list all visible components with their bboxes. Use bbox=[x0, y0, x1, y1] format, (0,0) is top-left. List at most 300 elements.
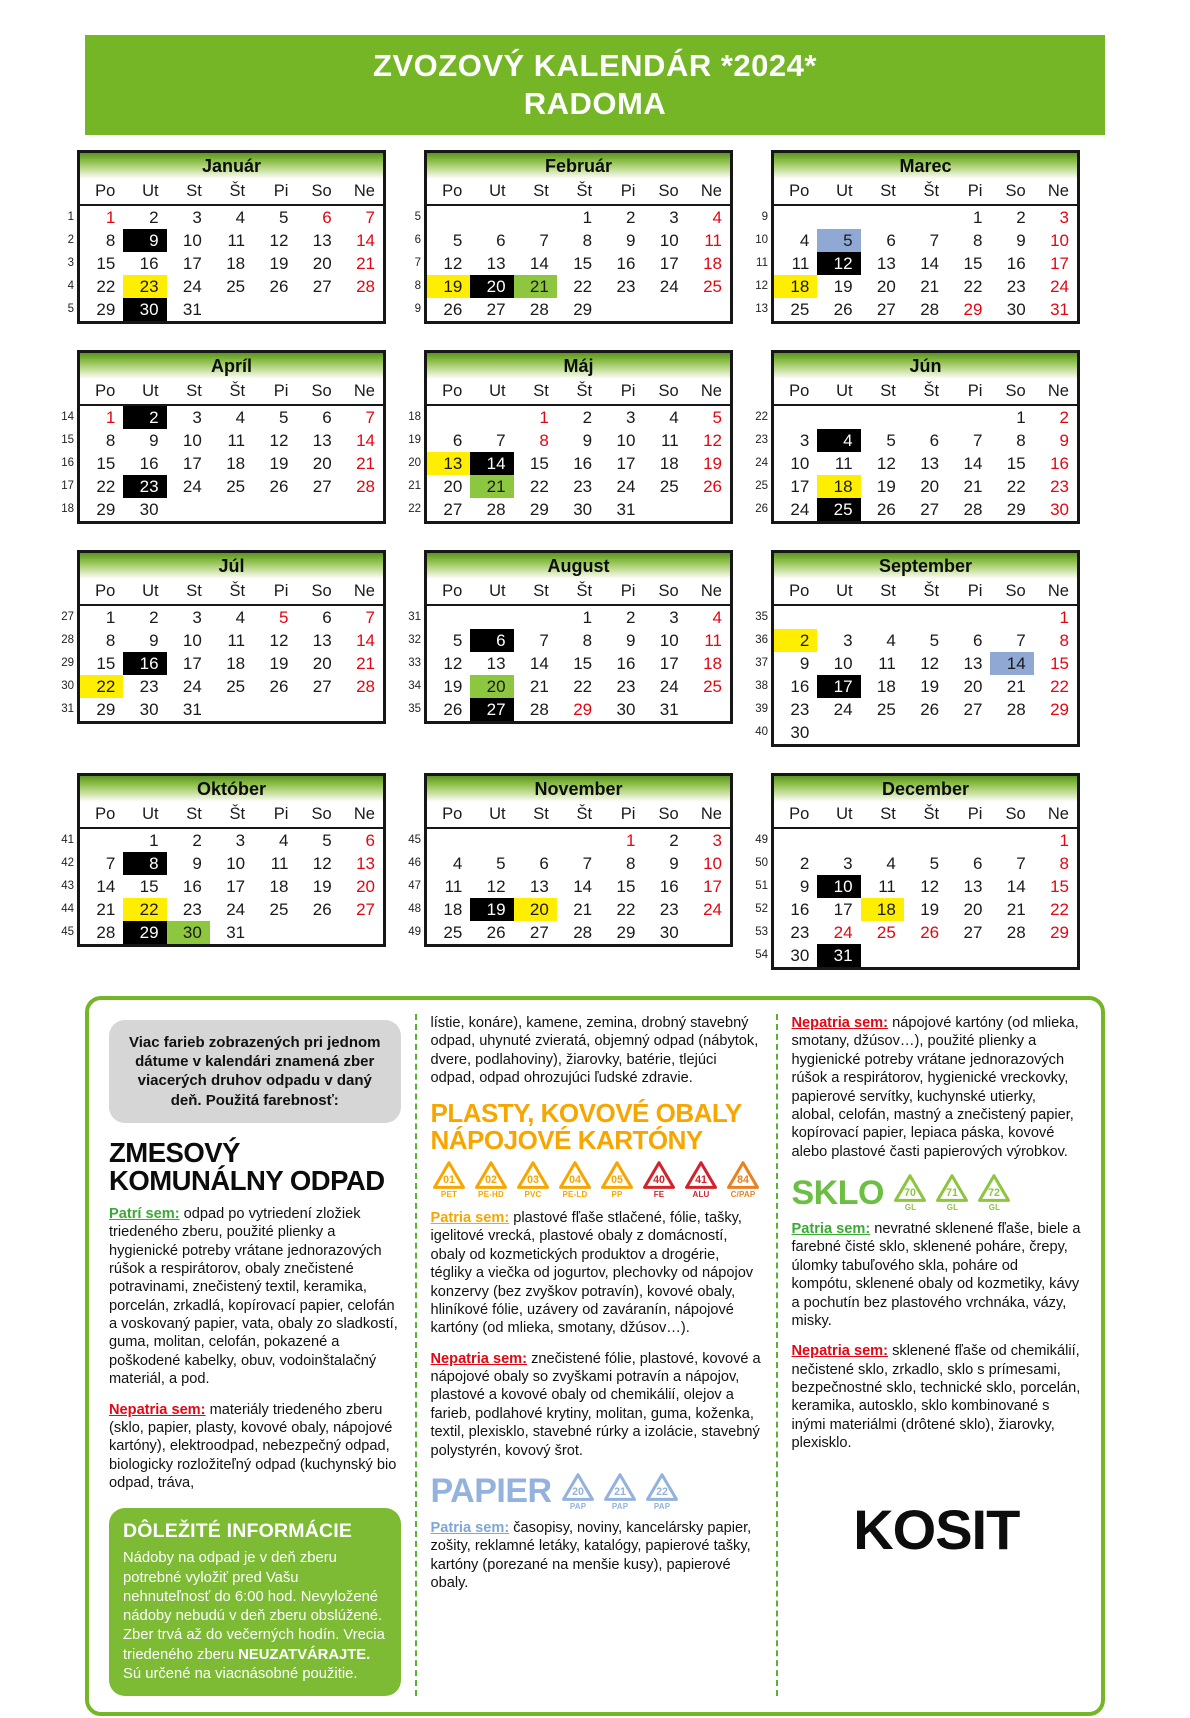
day-cell: 28 bbox=[486, 500, 506, 519]
day-cell: 3 bbox=[192, 208, 202, 227]
week-number: 20 bbox=[408, 457, 421, 469]
day-cell: 11 bbox=[704, 231, 722, 250]
week-number: 7 bbox=[414, 257, 421, 269]
day-cell: 19 bbox=[920, 900, 940, 919]
weekday-header: Pi bbox=[967, 382, 983, 400]
day-cell: 3 bbox=[843, 854, 853, 873]
weekday-header: Pi bbox=[273, 805, 289, 823]
weekday-header: St bbox=[533, 805, 549, 823]
week-row bbox=[427, 498, 730, 521]
weekday-header: Pi bbox=[620, 182, 636, 200]
day-cell: 29 bbox=[1050, 700, 1069, 719]
weekday-header: So bbox=[1005, 182, 1026, 200]
day-cell: 9 bbox=[149, 431, 159, 450]
week-row bbox=[774, 921, 1077, 944]
day-cell: 25 bbox=[817, 498, 860, 521]
day-cell: 25 bbox=[659, 477, 679, 496]
day-cell: 24 bbox=[182, 277, 202, 296]
day-cell: 7 bbox=[1016, 854, 1026, 873]
day-cell: 4 bbox=[886, 631, 896, 650]
not-belongs-label: Nepatria sem: bbox=[109, 1401, 206, 1418]
day-cell bbox=[296, 298, 339, 321]
day-cell: 1 bbox=[1059, 831, 1069, 850]
day-cell: 3 bbox=[712, 831, 722, 850]
day-cell: 21 bbox=[356, 454, 375, 473]
weekday-header: Št bbox=[923, 805, 940, 823]
day-cell: 8 bbox=[1016, 431, 1026, 450]
day-cell: 14 bbox=[356, 631, 375, 650]
weekday-header: Pi bbox=[273, 582, 289, 600]
day-cell: 5 bbox=[322, 831, 332, 850]
week-row bbox=[427, 629, 730, 652]
day-cell bbox=[296, 498, 339, 521]
week-row bbox=[774, 829, 1077, 852]
months-grid bbox=[56, 150, 1190, 970]
weekday-header: Št bbox=[923, 382, 940, 400]
week-number: 15 bbox=[61, 434, 74, 446]
day-cell: 13 bbox=[312, 231, 332, 250]
month-april bbox=[56, 350, 386, 524]
weekday-header: Po bbox=[789, 582, 810, 600]
month-oktober bbox=[56, 773, 386, 970]
week-row bbox=[774, 298, 1077, 321]
day-cell: 4 bbox=[886, 854, 896, 873]
day-cell: 14 bbox=[529, 654, 549, 673]
weekday-header: Pi bbox=[967, 582, 983, 600]
weekday-header: So bbox=[311, 182, 332, 200]
week-row bbox=[80, 629, 383, 652]
day-cell: 22 bbox=[1050, 900, 1069, 919]
week-row bbox=[80, 429, 383, 452]
day-cell: 26 bbox=[443, 300, 463, 319]
day-cell: 14 bbox=[470, 452, 513, 475]
day-cell: 26 bbox=[269, 277, 289, 296]
day-cell bbox=[904, 206, 947, 229]
day-cell: 22 bbox=[80, 675, 123, 698]
day-cell: 17 bbox=[659, 654, 679, 673]
day-cell: 10 bbox=[833, 654, 853, 673]
weekday-header: Pi bbox=[967, 182, 983, 200]
day-cell: 28 bbox=[529, 300, 549, 319]
month-table bbox=[77, 773, 386, 947]
day-cell: 11 bbox=[878, 877, 896, 896]
day-cell: 6 bbox=[322, 408, 332, 427]
day-cell: 22 bbox=[963, 277, 983, 296]
day-cell: 21 bbox=[356, 254, 375, 273]
weekday-header: Pi bbox=[273, 182, 289, 200]
day-cell bbox=[340, 298, 383, 321]
weekday-header: Po bbox=[442, 805, 463, 823]
day-cell: 29 bbox=[616, 923, 636, 942]
month-jun bbox=[750, 350, 1080, 524]
day-cell: 16 bbox=[573, 454, 593, 473]
day-cell bbox=[817, 829, 860, 852]
day-cell bbox=[774, 206, 817, 229]
week-row bbox=[427, 475, 730, 498]
weekday-header: Ut bbox=[836, 805, 853, 823]
day-cell bbox=[470, 606, 513, 629]
day-cell: 18 bbox=[269, 877, 289, 896]
day-cell: 7 bbox=[365, 208, 375, 227]
weekday-header: Št bbox=[576, 182, 593, 200]
day-cell bbox=[470, 829, 513, 852]
day-cell: 19 bbox=[269, 254, 289, 273]
day-cell: 14 bbox=[573, 877, 593, 896]
day-cell: 29 bbox=[123, 921, 166, 944]
day-cell: 1 bbox=[105, 208, 116, 227]
day-cell: 19 bbox=[470, 898, 513, 921]
day-cell bbox=[210, 498, 253, 521]
weekday-header: Ut bbox=[142, 805, 159, 823]
week-number: 30 bbox=[61, 680, 74, 692]
day-cell: 14 bbox=[990, 652, 1033, 675]
week-row bbox=[774, 452, 1077, 475]
day-cell: 6 bbox=[470, 629, 513, 652]
week-row bbox=[80, 298, 383, 321]
month-table bbox=[77, 150, 386, 324]
week-numbers bbox=[403, 773, 424, 944]
day-cell: 21 bbox=[920, 277, 940, 296]
day-cell: 2 bbox=[1016, 208, 1026, 227]
day-cell: 18 bbox=[703, 654, 722, 673]
weekday-header: Št bbox=[923, 182, 940, 200]
day-cell: 5 bbox=[929, 631, 940, 650]
day-cell bbox=[947, 606, 990, 629]
weekday-header: Št bbox=[229, 382, 246, 400]
day-cell: 2 bbox=[669, 831, 679, 850]
day-cell: 13 bbox=[312, 431, 332, 450]
recycling-symbol-21-pap: 21 PAP bbox=[602, 1472, 639, 1511]
svg-text:05: 05 bbox=[611, 1174, 623, 1187]
svg-text:72: 72 bbox=[988, 1187, 1001, 1200]
day-cell: 10 bbox=[1050, 231, 1069, 250]
week-row bbox=[80, 452, 383, 475]
day-cell: 19 bbox=[876, 477, 896, 496]
day-cell: 15 bbox=[139, 877, 159, 896]
day-cell: 17 bbox=[182, 454, 202, 473]
weekday-header: Ut bbox=[489, 382, 506, 400]
weekday-header-row bbox=[80, 802, 383, 829]
weekday-header: Ut bbox=[142, 382, 159, 400]
day-cell: 31 bbox=[817, 944, 860, 967]
week-row bbox=[80, 275, 383, 298]
day-cell: 23 bbox=[1006, 277, 1026, 296]
day-cell bbox=[296, 921, 339, 944]
weekday-header: Ut bbox=[489, 805, 506, 823]
day-cell: 9 bbox=[625, 631, 636, 650]
week-row bbox=[774, 721, 1077, 744]
week-number: 3 bbox=[67, 257, 74, 269]
day-cell: 6 bbox=[886, 231, 896, 250]
day-cell: 22 bbox=[573, 677, 593, 696]
weekday-header: Pi bbox=[620, 382, 636, 400]
weekday-header: Ut bbox=[142, 182, 159, 200]
month-august bbox=[403, 550, 733, 747]
day-cell: 23 bbox=[139, 677, 159, 696]
day-cell bbox=[80, 829, 123, 852]
svg-text:21: 21 bbox=[614, 1486, 626, 1499]
month-name: September bbox=[774, 553, 1077, 579]
month-name: Marec bbox=[774, 153, 1077, 179]
day-cell: 24 bbox=[226, 900, 246, 919]
week-numbers bbox=[403, 150, 424, 321]
day-cell: 18 bbox=[443, 900, 463, 919]
day-cell: 16 bbox=[659, 877, 679, 896]
day-cell bbox=[470, 206, 513, 229]
week-number: 9 bbox=[414, 303, 421, 315]
week-number: 23 bbox=[755, 434, 768, 446]
day-cell: 5 bbox=[278, 408, 289, 427]
month-table bbox=[771, 773, 1080, 970]
week-row bbox=[774, 629, 1077, 652]
weekday-header: Pi bbox=[620, 805, 636, 823]
weekday-header: Št bbox=[923, 582, 940, 600]
weekday-header: Ne bbox=[353, 182, 375, 200]
section-title-paper: PAPIER 20 PAP 21 PAP 22 PAP bbox=[431, 1472, 762, 1511]
week-row bbox=[80, 852, 383, 875]
column-paper-glass bbox=[776, 1014, 1096, 1696]
day-cell: 15 bbox=[1050, 654, 1069, 673]
mixed-not-belongs-paragraph bbox=[109, 1401, 401, 1493]
recycling-symbol-70-gl: 70 GL bbox=[892, 1173, 929, 1212]
day-cell: 22 bbox=[529, 477, 549, 496]
day-cell: 7 bbox=[582, 854, 593, 873]
day-cell: 23 bbox=[790, 923, 810, 942]
day-cell: 29 bbox=[529, 500, 549, 519]
day-cell bbox=[296, 698, 339, 721]
weekday-header: Št bbox=[576, 382, 593, 400]
recycling-symbol-04-pe-ld: 04 PE-LD bbox=[557, 1160, 594, 1199]
week-number: 42 bbox=[61, 857, 74, 869]
month-name: Máj bbox=[427, 353, 730, 379]
week-row bbox=[80, 229, 383, 252]
day-cell: 3 bbox=[235, 831, 246, 850]
weekday-header: Št bbox=[229, 582, 246, 600]
week-number: 24 bbox=[755, 457, 768, 469]
week-number: 10 bbox=[755, 234, 768, 246]
week-row bbox=[80, 406, 383, 429]
day-cell: 16 bbox=[182, 877, 202, 896]
recycling-symbol-02-pe-hd: 02 PE-HD bbox=[473, 1160, 510, 1199]
day-cell: 2 bbox=[149, 208, 159, 227]
recycling-symbol-41-alu: 41 ALU bbox=[683, 1160, 720, 1199]
day-cell: 3 bbox=[843, 631, 853, 650]
month-name: Október bbox=[80, 776, 383, 802]
weekday-header: St bbox=[533, 182, 549, 200]
week-numbers bbox=[403, 350, 424, 521]
weekday-header: St bbox=[186, 182, 202, 200]
svg-text:22: 22 bbox=[656, 1486, 668, 1499]
weekday-header: St bbox=[533, 582, 549, 600]
day-cell: 27 bbox=[443, 500, 463, 519]
recycle-triangle-icon bbox=[561, 1472, 595, 1503]
day-cell bbox=[514, 606, 557, 629]
belongs-text: odpad po vytriedení zložiek triedeného zberu, použité plienky a hygienické potreby vrátane jednorazových rúšok a respirátorov, obaly znečistené potravinami, znečistený textil, keramika, porcelán, zrkadlá, kopírovací papier, celofán a voskovaný papier, vata, obaly zo sladkostí, guma, molitan, celofán, pokazené a poškodené kabelky, obuv, vodoinštalačný materiál, a pod. bbox=[109, 1205, 398, 1388]
plastics-belongs-paragraph: Patria sem: plastové fľaše stlačené, fólie, tašky, igelitové vrecká, plastové obaly z domácností, obaly od kozmetických produktov a drogérie, tégliky a viečka od jogurtov, plechovky od nápojov konzervy (bez zvyškov potravín), kovové obaly, hliníkové fólie, uzávery od zaváranín, nápojové kartóny (od mlieka, smotany, džúsov…). bbox=[430, 1210, 754, 1337]
day-cell bbox=[990, 944, 1033, 967]
day-cell: 4 bbox=[712, 208, 722, 227]
day-cell: 11 bbox=[227, 631, 246, 650]
day-cell: 25 bbox=[269, 900, 289, 919]
svg-text:70: 70 bbox=[904, 1187, 917, 1200]
day-cell: 9 bbox=[582, 431, 593, 450]
month-name: Jún bbox=[774, 353, 1077, 379]
svg-text:02: 02 bbox=[485, 1174, 497, 1187]
day-cell: 28 bbox=[356, 477, 375, 496]
month-table bbox=[77, 550, 386, 724]
day-cell: 29 bbox=[573, 700, 593, 719]
week-row bbox=[427, 252, 730, 275]
weekday-header: Ne bbox=[353, 582, 375, 600]
day-cell: 12 bbox=[269, 631, 289, 650]
day-cell bbox=[990, 606, 1033, 629]
day-cell: 20 bbox=[312, 654, 332, 673]
day-cell bbox=[817, 721, 860, 744]
day-cell: 19 bbox=[312, 877, 332, 896]
day-cell: 14 bbox=[1006, 877, 1026, 896]
day-cell: 1 bbox=[1016, 408, 1026, 427]
day-cell: 1 bbox=[582, 208, 593, 227]
month-table bbox=[424, 550, 733, 724]
month-table bbox=[771, 350, 1080, 524]
week-number: 48 bbox=[408, 903, 421, 915]
recycle-triangle-icon bbox=[558, 1160, 592, 1191]
weekday-header-row bbox=[427, 179, 730, 206]
glass-not-belongs-paragraph: Nepatria sem: sklenené fľaše od chemikálií, nečistené sklo, zrkadlo, sklo s prímesami, bezpečnostné sklo, technické sklo, porcelán, keramika, autosklo, sklo kombinované s inými materiálmi (drôtené sklo), žiarovky, plexisklo. bbox=[791, 1343, 1081, 1452]
day-cell: 7 bbox=[539, 631, 549, 650]
day-cell: 22 bbox=[96, 477, 116, 496]
day-cell bbox=[210, 298, 253, 321]
day-cell: 6 bbox=[322, 208, 332, 227]
month-jul bbox=[56, 550, 386, 747]
week-row bbox=[427, 206, 730, 229]
day-cell: 26 bbox=[920, 923, 940, 942]
day-cell: 4 bbox=[235, 408, 246, 427]
day-cell: 8 bbox=[123, 852, 166, 875]
day-cell: 30 bbox=[659, 923, 679, 942]
day-cell bbox=[817, 406, 860, 429]
column-plastics-paper bbox=[415, 1014, 776, 1696]
paper-recycling-symbols bbox=[560, 1472, 681, 1511]
day-cell: 13 bbox=[356, 854, 375, 873]
day-cell: 29 bbox=[96, 700, 116, 719]
day-cell: 17 bbox=[833, 900, 853, 919]
month-januar bbox=[56, 150, 386, 324]
week-numbers bbox=[56, 550, 77, 721]
week-number: 40 bbox=[755, 726, 768, 738]
week-number: 14 bbox=[61, 411, 74, 423]
weekday-header: Ut bbox=[489, 182, 506, 200]
day-cell: 19 bbox=[920, 677, 940, 696]
section-title-plastics: PLASTY, KOVOVÉ OBALY NÁPOJOVÉ KARTÓNY bbox=[430, 1097, 742, 1155]
day-cell: 24 bbox=[616, 477, 636, 496]
not-belongs-text: materiály triedeného zberu (sklo, papier, plasty, kovové obaly, nápojové kartóny), elektroodpad, nebezpečný odpad, biologicky rozložiteľný odpad (kuchynský bio odpad, tráva, bbox=[109, 1401, 397, 1492]
day-cell: 1 bbox=[149, 831, 159, 850]
day-cell: 31 bbox=[616, 500, 636, 519]
weekday-header: Št bbox=[229, 182, 246, 200]
recycling-symbol-03-pvc: 03 PVC bbox=[515, 1160, 552, 1199]
week-number: 35 bbox=[755, 611, 768, 623]
day-cell: 24 bbox=[182, 477, 202, 496]
week-row bbox=[80, 652, 383, 675]
weekday-header: St bbox=[186, 805, 202, 823]
day-cell: 12 bbox=[443, 654, 463, 673]
weekday-header: Ne bbox=[1047, 805, 1069, 823]
day-cell: 2 bbox=[774, 629, 817, 652]
weekday-header: So bbox=[658, 805, 679, 823]
day-cell: 27 bbox=[963, 923, 983, 942]
day-cell bbox=[904, 406, 947, 429]
day-cell: 27 bbox=[920, 500, 940, 519]
day-cell: 3 bbox=[669, 608, 679, 627]
day-cell: 1 bbox=[972, 208, 983, 227]
day-cell: 11 bbox=[878, 654, 896, 673]
day-cell: 24 bbox=[790, 500, 810, 519]
important-info-box bbox=[109, 1508, 401, 1696]
day-cell bbox=[687, 498, 730, 521]
day-cell: 4 bbox=[712, 608, 722, 627]
day-cell: 11 bbox=[704, 631, 722, 650]
month-table bbox=[771, 150, 1080, 324]
mixed-belongs-paragraph bbox=[109, 1205, 401, 1389]
day-cell: 15 bbox=[96, 254, 116, 273]
week-row bbox=[774, 675, 1077, 698]
weekday-header-row bbox=[427, 579, 730, 606]
day-cell: 3 bbox=[192, 408, 202, 427]
day-cell: 9 bbox=[625, 231, 636, 250]
day-cell: 28 bbox=[356, 677, 375, 696]
day-cell: 19 bbox=[703, 454, 722, 473]
day-cell: 1 bbox=[582, 608, 593, 627]
week-row bbox=[427, 898, 730, 921]
day-cell: 16 bbox=[790, 900, 810, 919]
recycle-triangle-icon bbox=[474, 1160, 508, 1191]
day-cell: 16 bbox=[616, 254, 636, 273]
weekday-header: St bbox=[880, 582, 896, 600]
day-cell: 10 bbox=[659, 631, 679, 650]
day-cell bbox=[643, 498, 686, 521]
day-cell: 28 bbox=[529, 700, 549, 719]
svg-text:41: 41 bbox=[695, 1174, 707, 1187]
day-cell bbox=[774, 606, 817, 629]
day-cell: 14 bbox=[96, 877, 116, 896]
day-cell: 13 bbox=[963, 654, 983, 673]
day-cell: 7 bbox=[929, 231, 940, 250]
day-cell: 20 bbox=[876, 277, 896, 296]
day-cell: 10 bbox=[182, 631, 202, 650]
day-cell: 2 bbox=[149, 608, 159, 627]
day-cell: 3 bbox=[799, 431, 810, 450]
week-row bbox=[427, 452, 730, 475]
day-cell: 20 bbox=[963, 677, 983, 696]
day-cell: 27 bbox=[312, 477, 332, 496]
day-cell: 5 bbox=[452, 231, 463, 250]
day-cell: 28 bbox=[920, 300, 940, 319]
weekday-header: Po bbox=[442, 182, 463, 200]
day-cell bbox=[990, 721, 1033, 744]
day-cell: 2 bbox=[625, 608, 636, 627]
day-cell: 25 bbox=[226, 277, 246, 296]
day-cell: 26 bbox=[312, 900, 332, 919]
day-cell: 15 bbox=[1006, 454, 1026, 473]
day-cell: 16 bbox=[790, 677, 810, 696]
day-cell: 22 bbox=[616, 900, 636, 919]
day-cell: 14 bbox=[356, 431, 375, 450]
day-cell: 10 bbox=[790, 454, 810, 473]
day-cell: 10 bbox=[226, 854, 246, 873]
day-cell bbox=[687, 921, 730, 944]
recycling-symbol-01-pet: 01 PET bbox=[431, 1160, 468, 1199]
